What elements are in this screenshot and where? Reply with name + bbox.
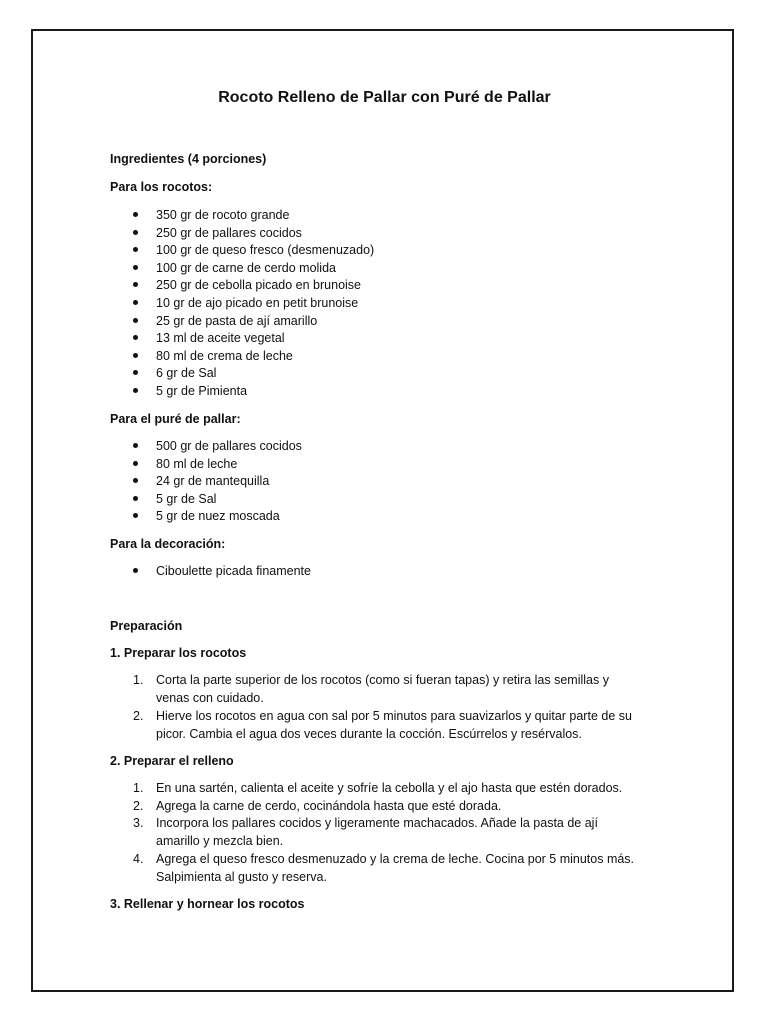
bullet-icon (133, 230, 138, 235)
bullet-icon (133, 496, 138, 501)
decoracion-heading: Para la decoración: (110, 537, 226, 551)
page-title: Rocoto Relleno de Pallar con Puré de Pallar (218, 89, 551, 106)
bullet-icon (133, 212, 138, 217)
bullet-icon (133, 282, 138, 287)
bullet-icon (133, 370, 138, 375)
bullet-icon (133, 265, 138, 270)
ingredients-heading: Ingredientes (4 porciones) (110, 152, 267, 166)
bullet-icon (133, 353, 138, 358)
bullet-icon (133, 443, 138, 448)
document-page: Rocoto Relleno de Pallar con Puré de Pallar Ingredientes (4 porciones) Para los rocotos: 350 gr de rocoto grande 250 gr de pallares cocidos 100 gr de queso fresco (desmenuzado) 100 gr de carne de cerdo molida 250 gr de cebolla picado en brunoise 10 gr de ajo picado en petit brunoise 25 gr de pasta de ají amarillo 13 ml de aceite vegetal 80 ml de crema de leche 6 gr de Sal 5 gr de Pimienta Para el puré de pallar: 500 gr de pallares cocidos 80 ml de leche 24 gr de mantequilla 5 gr de Sal 5 gr de nuez moscada Para la decoración: Ciboulette picada finamente Preparación 1. Preparar los rocotos 1. Corta la parte superior de los rocotos (como si fueran tapas) y retira las semillas y venas con cuidado. 2. Hierve los rocotos en agua con sal por 5 minutos para suavizarlos y quitar parte de su picor. Cambia el agua dos veces durante la cocción. Escúrrelos y resérvalos. 2. Preparar el relleno 1. En una sartén, calienta el aceite y sofríe la cebolla y el ajo hasta que estén dorados. 2. Agrega la carne de cerdo, cocinándola hasta que esté dorada. 3. Incorpora los pallares cocidos y ligeramente machacados. Añade la pasta de ají amarillo y mezcla bien. 4. Agrega el queso fresco desmenuzado y la crema de leche. Cocina por 5 minutos más. Salpimienta al gusto y reserva. 3. Rellenar y hornear los rocotos (31, 29, 734, 992)
step2-heading: 2. Preparar el relleno (110, 754, 234, 768)
preparacion-heading: Preparación (110, 619, 183, 633)
rocotos-heading: Para los rocotos: (110, 180, 213, 194)
pure-heading: Para el puré de pallar: (110, 412, 241, 426)
bullet-icon (133, 568, 138, 573)
bullet-icon (133, 388, 138, 393)
step3-heading: 3. Rellenar y hornear los rocotos (110, 897, 305, 911)
bullet-icon (133, 335, 138, 340)
bullet-icon (133, 247, 138, 252)
bullet-icon (133, 300, 138, 305)
bullet-icon (133, 318, 138, 323)
step1-heading: 1. Preparar los rocotos (110, 646, 247, 660)
bullet-icon (133, 513, 138, 518)
bullet-icon (133, 461, 138, 466)
bullet-icon (133, 478, 138, 483)
